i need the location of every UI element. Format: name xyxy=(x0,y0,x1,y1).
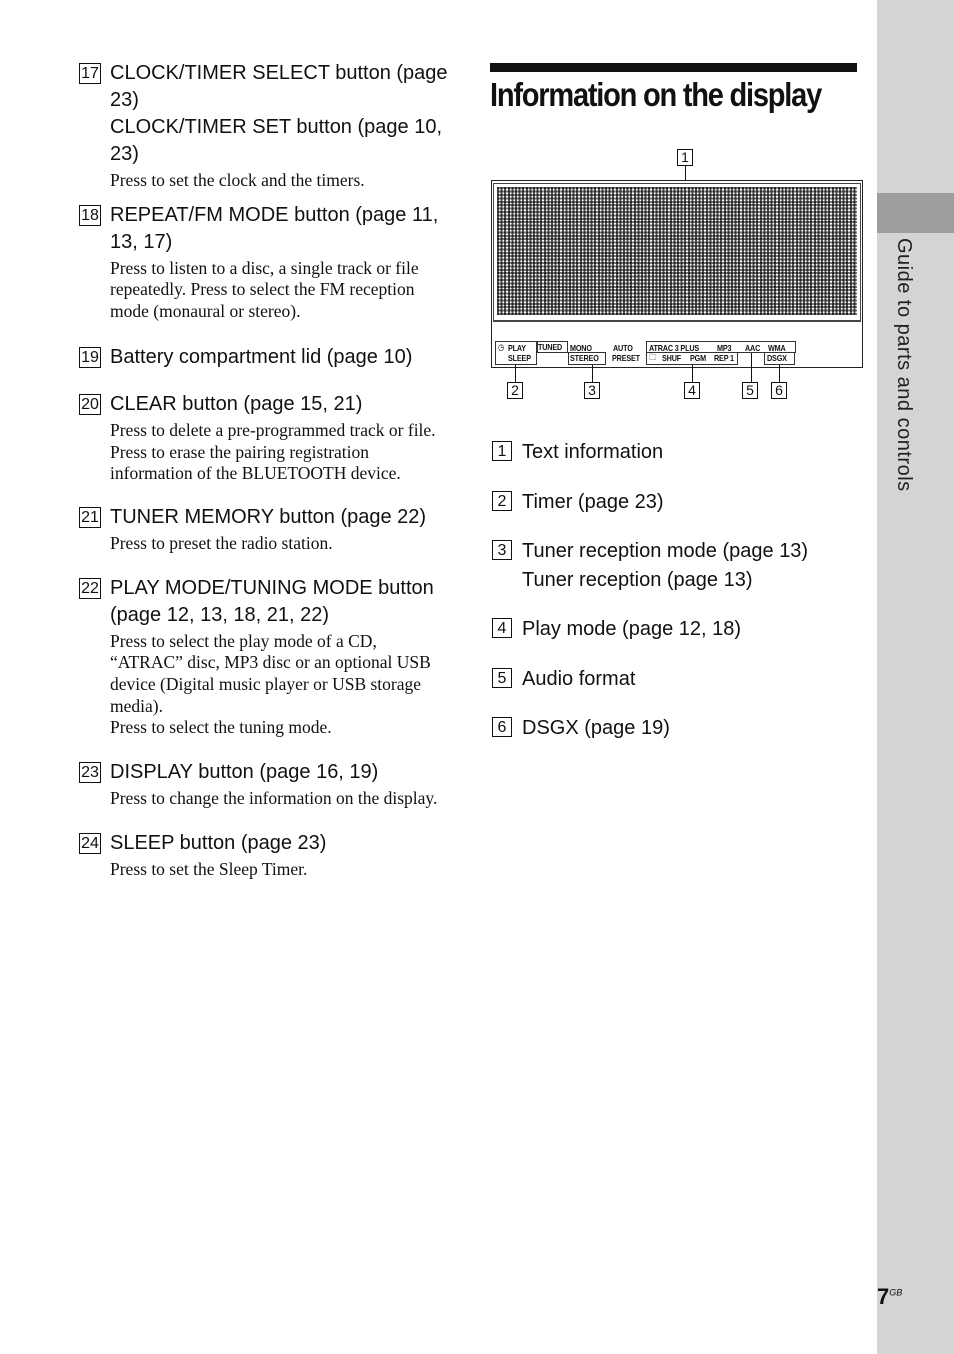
legend-item xyxy=(492,714,862,743)
legend-number: 5 xyxy=(492,668,512,688)
item-description: Press to select the play mode of a CD, “ATRAC” disc, MP3 disc or an optional USB device (Digital music player or USB storage media). xyxy=(110,630,431,716)
parts-list xyxy=(79,60,449,881)
callout-2: 2 xyxy=(507,382,523,399)
legend-number: 4 xyxy=(492,618,512,638)
item-number: 18 xyxy=(79,205,101,226)
list-item xyxy=(79,504,449,555)
dot-matrix-area xyxy=(497,187,857,315)
item-heading: DISPLAY button (page 16, 19) xyxy=(110,761,379,784)
item-heading: CLEAR button (page 15, 21) xyxy=(110,392,363,415)
indicator-atrac: ATRAC 3 PLUS xyxy=(649,343,700,353)
page-number xyxy=(877,1284,902,1310)
indicator-rep1: REP 1 xyxy=(714,353,734,363)
item-heading-line: CLOCK/TIMER SELECT button (page 23) xyxy=(110,62,448,111)
item-heading: REPEAT/FM MODE button (page 11, 13, 17) xyxy=(110,203,439,253)
legend-item xyxy=(492,438,862,467)
indicator-shuf: SHUF xyxy=(662,353,681,363)
sidebar-title: Guide to parts and controls xyxy=(893,238,915,492)
item-description: Press to set the clock and the timers. xyxy=(110,170,365,190)
item-number: 22 xyxy=(79,578,101,599)
indicator-stereo: STEREO xyxy=(570,353,599,363)
indicator-dsgx: DSGX xyxy=(767,353,787,363)
legend-item xyxy=(492,488,862,517)
indicator-aac: AAC xyxy=(745,343,761,353)
legend-text: Play mode (page 12, 18) xyxy=(522,618,742,640)
indicator-tuned: TUNED xyxy=(538,342,563,352)
item-heading xyxy=(110,60,449,168)
legend-text: Timer (page 23) xyxy=(522,490,664,513)
indicator-mono: MONO xyxy=(570,343,592,353)
indicator-pgm: PGM xyxy=(690,353,706,363)
list-item xyxy=(79,202,449,323)
display-legend xyxy=(492,438,862,764)
indicator-preset: PRESET xyxy=(612,353,640,363)
page-number-value: 7 xyxy=(877,1284,890,1309)
page-number-suffix: GB xyxy=(889,1287,903,1298)
legend-item xyxy=(492,537,862,594)
legend-text: DSGX (page 19) xyxy=(522,717,670,739)
callout-leader xyxy=(779,365,780,382)
legend-item xyxy=(492,615,862,644)
item-number: 21 xyxy=(79,507,101,528)
callout-leader xyxy=(751,353,752,382)
item-heading: Battery compartment lid (page 10) xyxy=(110,345,413,368)
callout-5: 5 xyxy=(742,382,758,399)
item-number: 19 xyxy=(79,347,101,368)
legend-number: 3 xyxy=(492,540,512,560)
legend-text: Audio format xyxy=(522,667,636,690)
item-number: 24 xyxy=(79,833,101,854)
item-number: 20 xyxy=(79,394,101,415)
item-heading: TUNER MEMORY button (page 22) xyxy=(110,505,427,528)
section-title: Information on the display xyxy=(490,76,821,113)
indicator-play: PLAY xyxy=(508,343,526,353)
item-description: Press to change the information on the display. xyxy=(110,788,438,809)
indicator-auto: AUTO xyxy=(613,343,633,353)
legend-number: 2 xyxy=(492,491,512,511)
list-item xyxy=(79,830,449,881)
item-description: Press to delete a pre-programmed track or file. Press to erase the pairing registration information of the BLUETOOTH device. xyxy=(110,419,436,484)
callout-6: 6 xyxy=(771,382,787,399)
callout-leader xyxy=(592,365,593,382)
legend-number: 1 xyxy=(492,441,512,461)
item-heading: SLEEP button (page 23) xyxy=(110,831,327,854)
legend-item xyxy=(492,665,862,694)
item-heading: PLAY MODE/TUNING MODE button (page 12, 13, 18, 21, 22) xyxy=(110,576,434,626)
list-item xyxy=(79,575,449,740)
indicator-mp3: MP3 xyxy=(717,343,732,353)
callout-leader xyxy=(692,365,693,382)
item-number: 17 xyxy=(79,63,101,84)
list-item xyxy=(79,391,449,485)
indicator-wma: WMA xyxy=(768,343,786,353)
list-item xyxy=(79,60,449,192)
item-description: Press to listen to a disc, a single track or file repeatedly. Press to select the FM reception mode (monaural or stereo). xyxy=(110,257,419,322)
indicator-sleep: SLEEP xyxy=(508,353,531,363)
item-heading-line: CLOCK/TIMER SET button (page 10, 23) xyxy=(110,116,443,165)
legend-text: Text information xyxy=(522,441,664,463)
display-divider xyxy=(493,321,861,322)
timer-clock-icon: ◷ xyxy=(498,342,505,352)
list-item xyxy=(79,344,449,371)
item-description: Press to set the Sleep Timer. xyxy=(110,858,308,879)
legend-text: Tuner reception (page 13) xyxy=(522,568,753,591)
callout-4: 4 xyxy=(684,382,700,399)
legend-number: 6 xyxy=(492,717,512,737)
callout-leader xyxy=(515,365,516,382)
callout-1: 1 xyxy=(677,149,693,166)
item-number: 23 xyxy=(79,762,101,783)
sidebar-tab-marker xyxy=(877,193,954,233)
callout-3: 3 xyxy=(584,382,600,399)
section-rule xyxy=(490,63,857,72)
legend-text: Tuner reception mode (page 13) xyxy=(522,540,809,562)
folder-icon: 🗀 xyxy=(649,352,657,362)
item-description: Press to preset the radio station. xyxy=(110,532,333,553)
item-description: Press to select the tuning mode. xyxy=(110,717,332,738)
list-item xyxy=(79,759,449,810)
